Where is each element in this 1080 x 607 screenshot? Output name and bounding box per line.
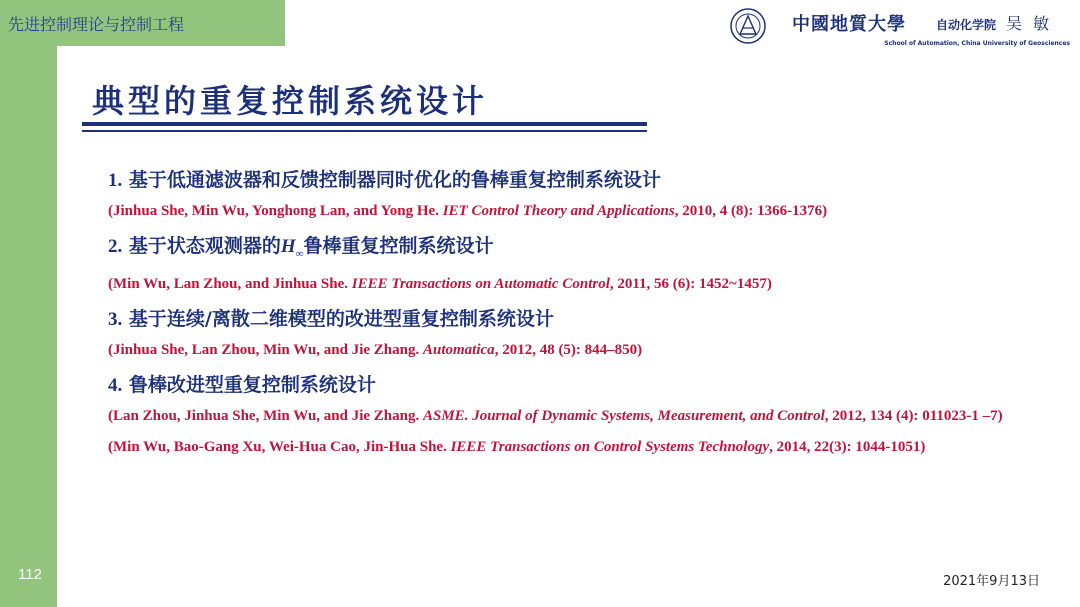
university-seal-icon [730, 8, 766, 44]
reference: (Jinhua She, Min Wu, Yonghong Lan, and Yong He. IET Control Theory and Applications, 2010, 4 (8): 1366-1376) [108, 203, 828, 219]
title-rule-thin [82, 130, 647, 132]
item-title: 3. 基于连续/离散二维模型的改进型重复控制系统设计 [108, 307, 554, 330]
slide-date: 2021年9月13日 [943, 574, 1040, 589]
course-title: 先进控制理论与控制工程 [8, 15, 185, 34]
list-item [108, 305, 1028, 361]
institution-header [730, 6, 1070, 50]
item-list [108, 166, 1028, 468]
reference: (Lan Zhou, Jinhua She, Min Wu, and Jie Zhang. ASME. Journal of Dynamic Systems, Measurement, and Control, 2012, 134 (4): 011023-1 –7) [108, 407, 1003, 424]
page-number: 112 [18, 566, 42, 583]
university-name: 中國地質大學 [792, 14, 906, 35]
reference: (Jinhua She, Lan Zhou, Min Wu, and Jie Zhang. Automatica, 2012, 48 (5): 844–850) [108, 341, 643, 358]
list-item [108, 371, 1028, 458]
h-infinity-symbol: $H_\infty$ [280, 236, 304, 260]
reference: (Min Wu, Lan Zhou, and Jinhua She. IEEE Transactions on Automatic Control, 2011, 56 (6): 1452~1457) [108, 275, 772, 292]
department-name-en: School of Automation, China University of Geosciences [884, 40, 1070, 47]
reference: (Min Wu, Bao-Gang Xu, Wei-Hua Cao, Jin-Hua She. IEEE Transactions on Control Systems Technology, 2014, 22(3): 1044-1051) [108, 438, 926, 455]
title-rule-thick [82, 122, 647, 126]
list-item [108, 166, 1028, 222]
item-title: 4. 鲁棒改进型重复控制系统设计 [108, 373, 376, 396]
item-title: 2. 基于状态观测器的$H_\infty$鲁棒重复控制系统设计 [108, 235, 494, 260]
department-name: 自动化学院 [936, 18, 997, 32]
author-name: 吴 敏 [1006, 14, 1053, 33]
list-item [108, 232, 1028, 295]
left-green-band [0, 0, 57, 607]
item-title: 1. 基于低通滤波器和反馈控制器同时优化的鲁棒重复控制系统设计 [108, 169, 661, 191]
slide-title: 典型的重复控制系统设计 [92, 82, 489, 120]
